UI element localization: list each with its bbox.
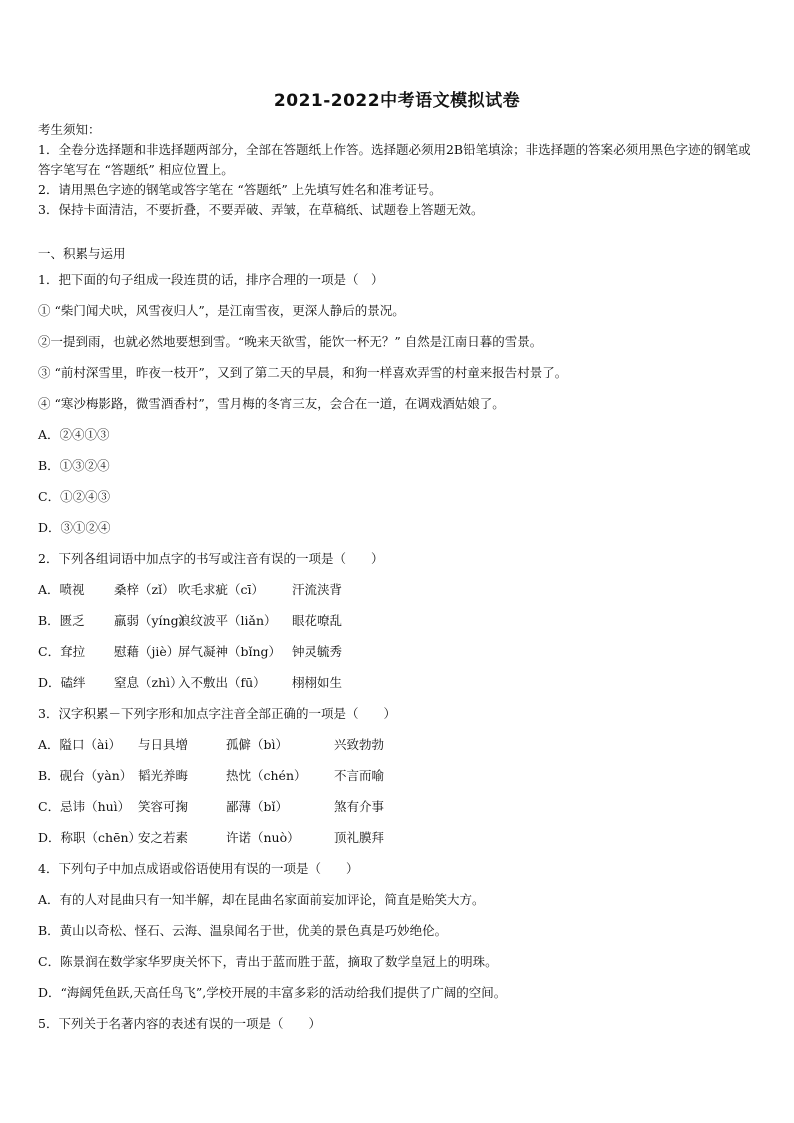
q2-cell: B．匮乏 <box>38 613 85 628</box>
q3-cell: A．隘口（ài） <box>38 737 121 752</box>
q2-option-row <box>38 610 760 641</box>
q3-cell: 煞有介事 <box>334 799 385 814</box>
candidate-notice <box>38 120 760 220</box>
q3-cell: 笑容可掬 <box>138 799 189 814</box>
q2-cell: 吹毛求疵（cī） <box>178 582 264 597</box>
q1-sentence: ① “柴门闻犬吠，风雪夜归人”，是江南雪夜，更深人静后的景况。 <box>38 303 405 318</box>
q2-cell: C．耷拉 <box>38 644 86 659</box>
q2-cell: D．磕绊 <box>38 675 86 690</box>
notice-heading: 考生须知： <box>38 122 101 137</box>
q4-option-a: A．有的人对昆曲只有一知半解，却在昆曲名家面前妄加评论，简直是贻笑大方。 <box>38 892 485 907</box>
q1-sentence: ②一提到雨，也就必然地要想到雪。“晚来天欲雪，能饮一杯无？” 自然是江南日暮的雪景。 <box>38 334 543 349</box>
q1-sentence: ④ “寒沙梅影路，微雪酒香村”，雪月梅的冬宵三友，会合在一道，在调戏酒姑娘了。 <box>38 396 505 411</box>
q2-cell: 桑梓（zǐ） <box>114 582 175 597</box>
q3-cell: B．砚台（yàn） <box>38 768 133 783</box>
question-4-stem: 4．下列句子中加点成语或俗语使用有误的一项是（ ） <box>38 861 359 876</box>
question-3-stem: 3．汉字积累－下列字形和加点字注音全部正确的一项是（ ） <box>38 706 396 721</box>
question-5-stem: 5．下列关于名著内容的表述有误的一项是（ ） <box>38 1016 321 1031</box>
q3-cell: C．忌讳（huì） <box>38 799 131 814</box>
question-1-stem: 1．把下面的句子组成一段连贯的话，排序合理的一项是（ ） <box>38 272 384 287</box>
q4-option-d: D．“海阔凭鱼跃,天高任鸟飞”,学校开展的丰富多彩的活动给我们提供了广阔的空间。 <box>38 985 507 1000</box>
q1-option-d: D．③①②④ <box>38 520 111 535</box>
q2-cell: 眼花嘹乱 <box>292 613 343 628</box>
q3-cell: 许诺（nuò） <box>226 830 300 845</box>
notice-item: 2．请用黑色字迹的钢笔或答字笔在 “答题纸” 上先填写姓名和准考证号。 <box>38 182 442 197</box>
q3-option-row <box>38 734 760 765</box>
q3-cell: 不言而喻 <box>334 768 385 783</box>
q2-cell: 羸弱（yíng） <box>114 613 192 628</box>
q2-option-row <box>38 579 760 610</box>
q1-option-c: C．①②④③ <box>38 489 111 504</box>
q3-cell: 与日具增 <box>138 737 189 752</box>
q2-cell: 入不敷出（fū） <box>178 675 266 690</box>
q2-cell: 栩栩如生 <box>292 675 343 690</box>
q2-cell: 钟灵毓秀 <box>292 644 343 659</box>
q3-cell: 孤僻（bì） <box>226 737 288 752</box>
notice-item: 1．全卷分选择题和非选择题两部分，全部在答题纸上作答。选择题必须用2B铅笔填涂；非选择题的答案必须用黑色字迹的钢笔或答字笔写在 “答题纸” 相应位置上。 <box>38 142 751 177</box>
q2-cell: 窒息（zhì） <box>114 675 183 690</box>
q3-option-row <box>38 765 760 796</box>
q1-option-b: B．①③②④ <box>38 458 110 473</box>
q3-cell: 鄙薄（bǐ） <box>226 799 288 814</box>
q3-option-row <box>38 827 760 858</box>
q3-cell: D．称职（chēn） <box>38 830 142 845</box>
q1-sentence: ③ “前村深雪里，昨夜一枝开”，又到了第二天的早晨，和狗一样喜欢弄雪的村童来报告村景了。 <box>38 365 568 380</box>
q2-cell: A．喷视 <box>38 582 85 597</box>
exam-title: 2021-2022中考语文模拟试卷 <box>273 91 521 111</box>
q3-cell: 顶礼膜拜 <box>334 830 385 845</box>
q1-option-a: A．②④①③ <box>38 427 110 442</box>
q2-cell: 慰藉（jiè） <box>114 644 180 659</box>
q3-cell: 韬光养晦 <box>138 768 189 783</box>
section-heading: 一、积累与运用 <box>38 246 126 261</box>
q2-cell: 屏气凝神（bǐng） <box>178 644 282 659</box>
q4-option-c: C．陈景润在数学家华罗庚关怀下，青出于蓝而胜于蓝，摘取了数学皇冠上的明珠。 <box>38 954 498 969</box>
q3-option-row <box>38 796 760 827</box>
q2-option-row <box>38 672 760 703</box>
q2-cell: 浪纹波平（liǎn） <box>178 613 277 628</box>
q3-cell: 兴致勃勃 <box>334 737 385 752</box>
q2-cell: 汗流浃背 <box>292 582 343 597</box>
notice-item: 3．保持卡面清洁，不要折叠，不要弄破、弄皱，在草稿纸、试题卷上答题无效。 <box>38 202 484 217</box>
q4-option-b: B．黄山以奇松、怪石、云海、温泉闻名于世，优美的景色真是巧妙绝伦。 <box>38 923 448 938</box>
q2-option-row <box>38 641 760 672</box>
question-2-stem: 2．下列各组词语中加点字的书写或注音有误的一项是（ ） <box>38 551 384 566</box>
q3-cell: 热忱（chén） <box>226 768 307 783</box>
exam-body <box>38 243 760 1044</box>
q3-cell: 安之若素 <box>138 830 189 845</box>
